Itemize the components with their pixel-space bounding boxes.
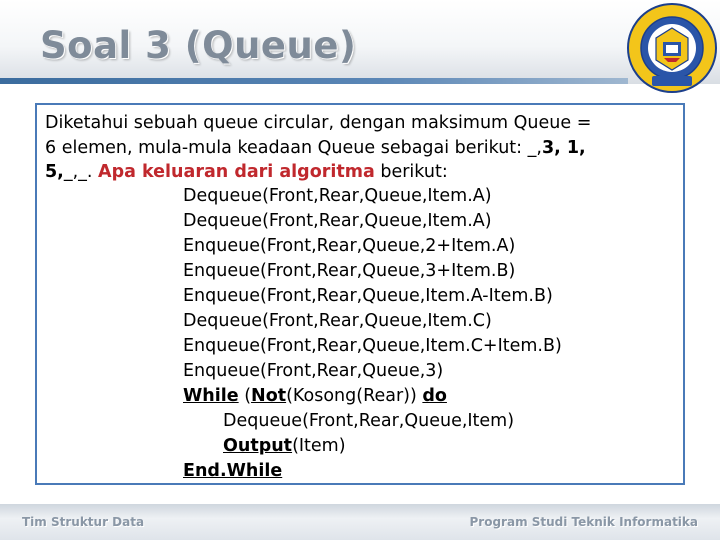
- question-text: [45, 111, 681, 185]
- question-line-2: 6 elemen, mula-mula keadaan Queue sebagai berikut: _,3, 1,: [45, 137, 586, 158]
- algorithm-line: Dequeue(Front,Rear,Queue,Item.A): [183, 211, 492, 231]
- algorithm-line: Enqueue(Front,Rear,Queue,2+Item.A): [183, 236, 516, 256]
- do-keyword: do: [422, 386, 447, 406]
- footer-program: Program Studi Teknik Informatika: [469, 515, 698, 529]
- endwhile-keyword: End.While: [183, 461, 283, 481]
- algorithm-line: Dequeue(Front,Rear,Queue,Item.A): [183, 186, 492, 206]
- while-keyword: While: [183, 386, 239, 406]
- not-keyword: Not: [251, 386, 287, 406]
- question-emphasis: Apa keluaran dari algoritma: [98, 162, 375, 182]
- output-keyword: Output: [223, 436, 293, 456]
- question-line-1: Diketahui sebuah queue circular, dengan maksimum Queue =: [45, 113, 592, 133]
- while-line: While (Not(Kosong(Rear)) do: [183, 386, 447, 406]
- algorithm-block: [183, 184, 562, 527]
- loop-line: Dequeue(Front,Rear,Queue,Item): [223, 411, 515, 431]
- output-line: Output(Item): [223, 436, 346, 456]
- question-box: [35, 103, 685, 485]
- university-seal-icon: [626, 2, 718, 94]
- question-line-3: 5,_,_. Apa keluaran dari algoritma berikut:: [45, 162, 448, 182]
- algorithm-line: Enqueue(Front,Rear,Queue,Item.C+Item.B): [183, 336, 562, 356]
- algorithm-line: Enqueue(Front,Rear,Queue,3+Item.B): [183, 261, 516, 281]
- endwhile-line: [183, 459, 282, 484]
- algorithm-line: Enqueue(Front,Rear,Queue,Item.A-Item.B): [183, 286, 553, 306]
- slide-title: Soal 3 (Queue): [40, 24, 357, 67]
- algorithm-line: Enqueue(Front,Rear,Queue,3): [183, 361, 444, 381]
- header-divider: [0, 78, 628, 84]
- footer-team: Tim Struktur Data: [22, 515, 145, 529]
- algorithm-line: Dequeue(Front,Rear,Queue,Item.C): [183, 311, 492, 331]
